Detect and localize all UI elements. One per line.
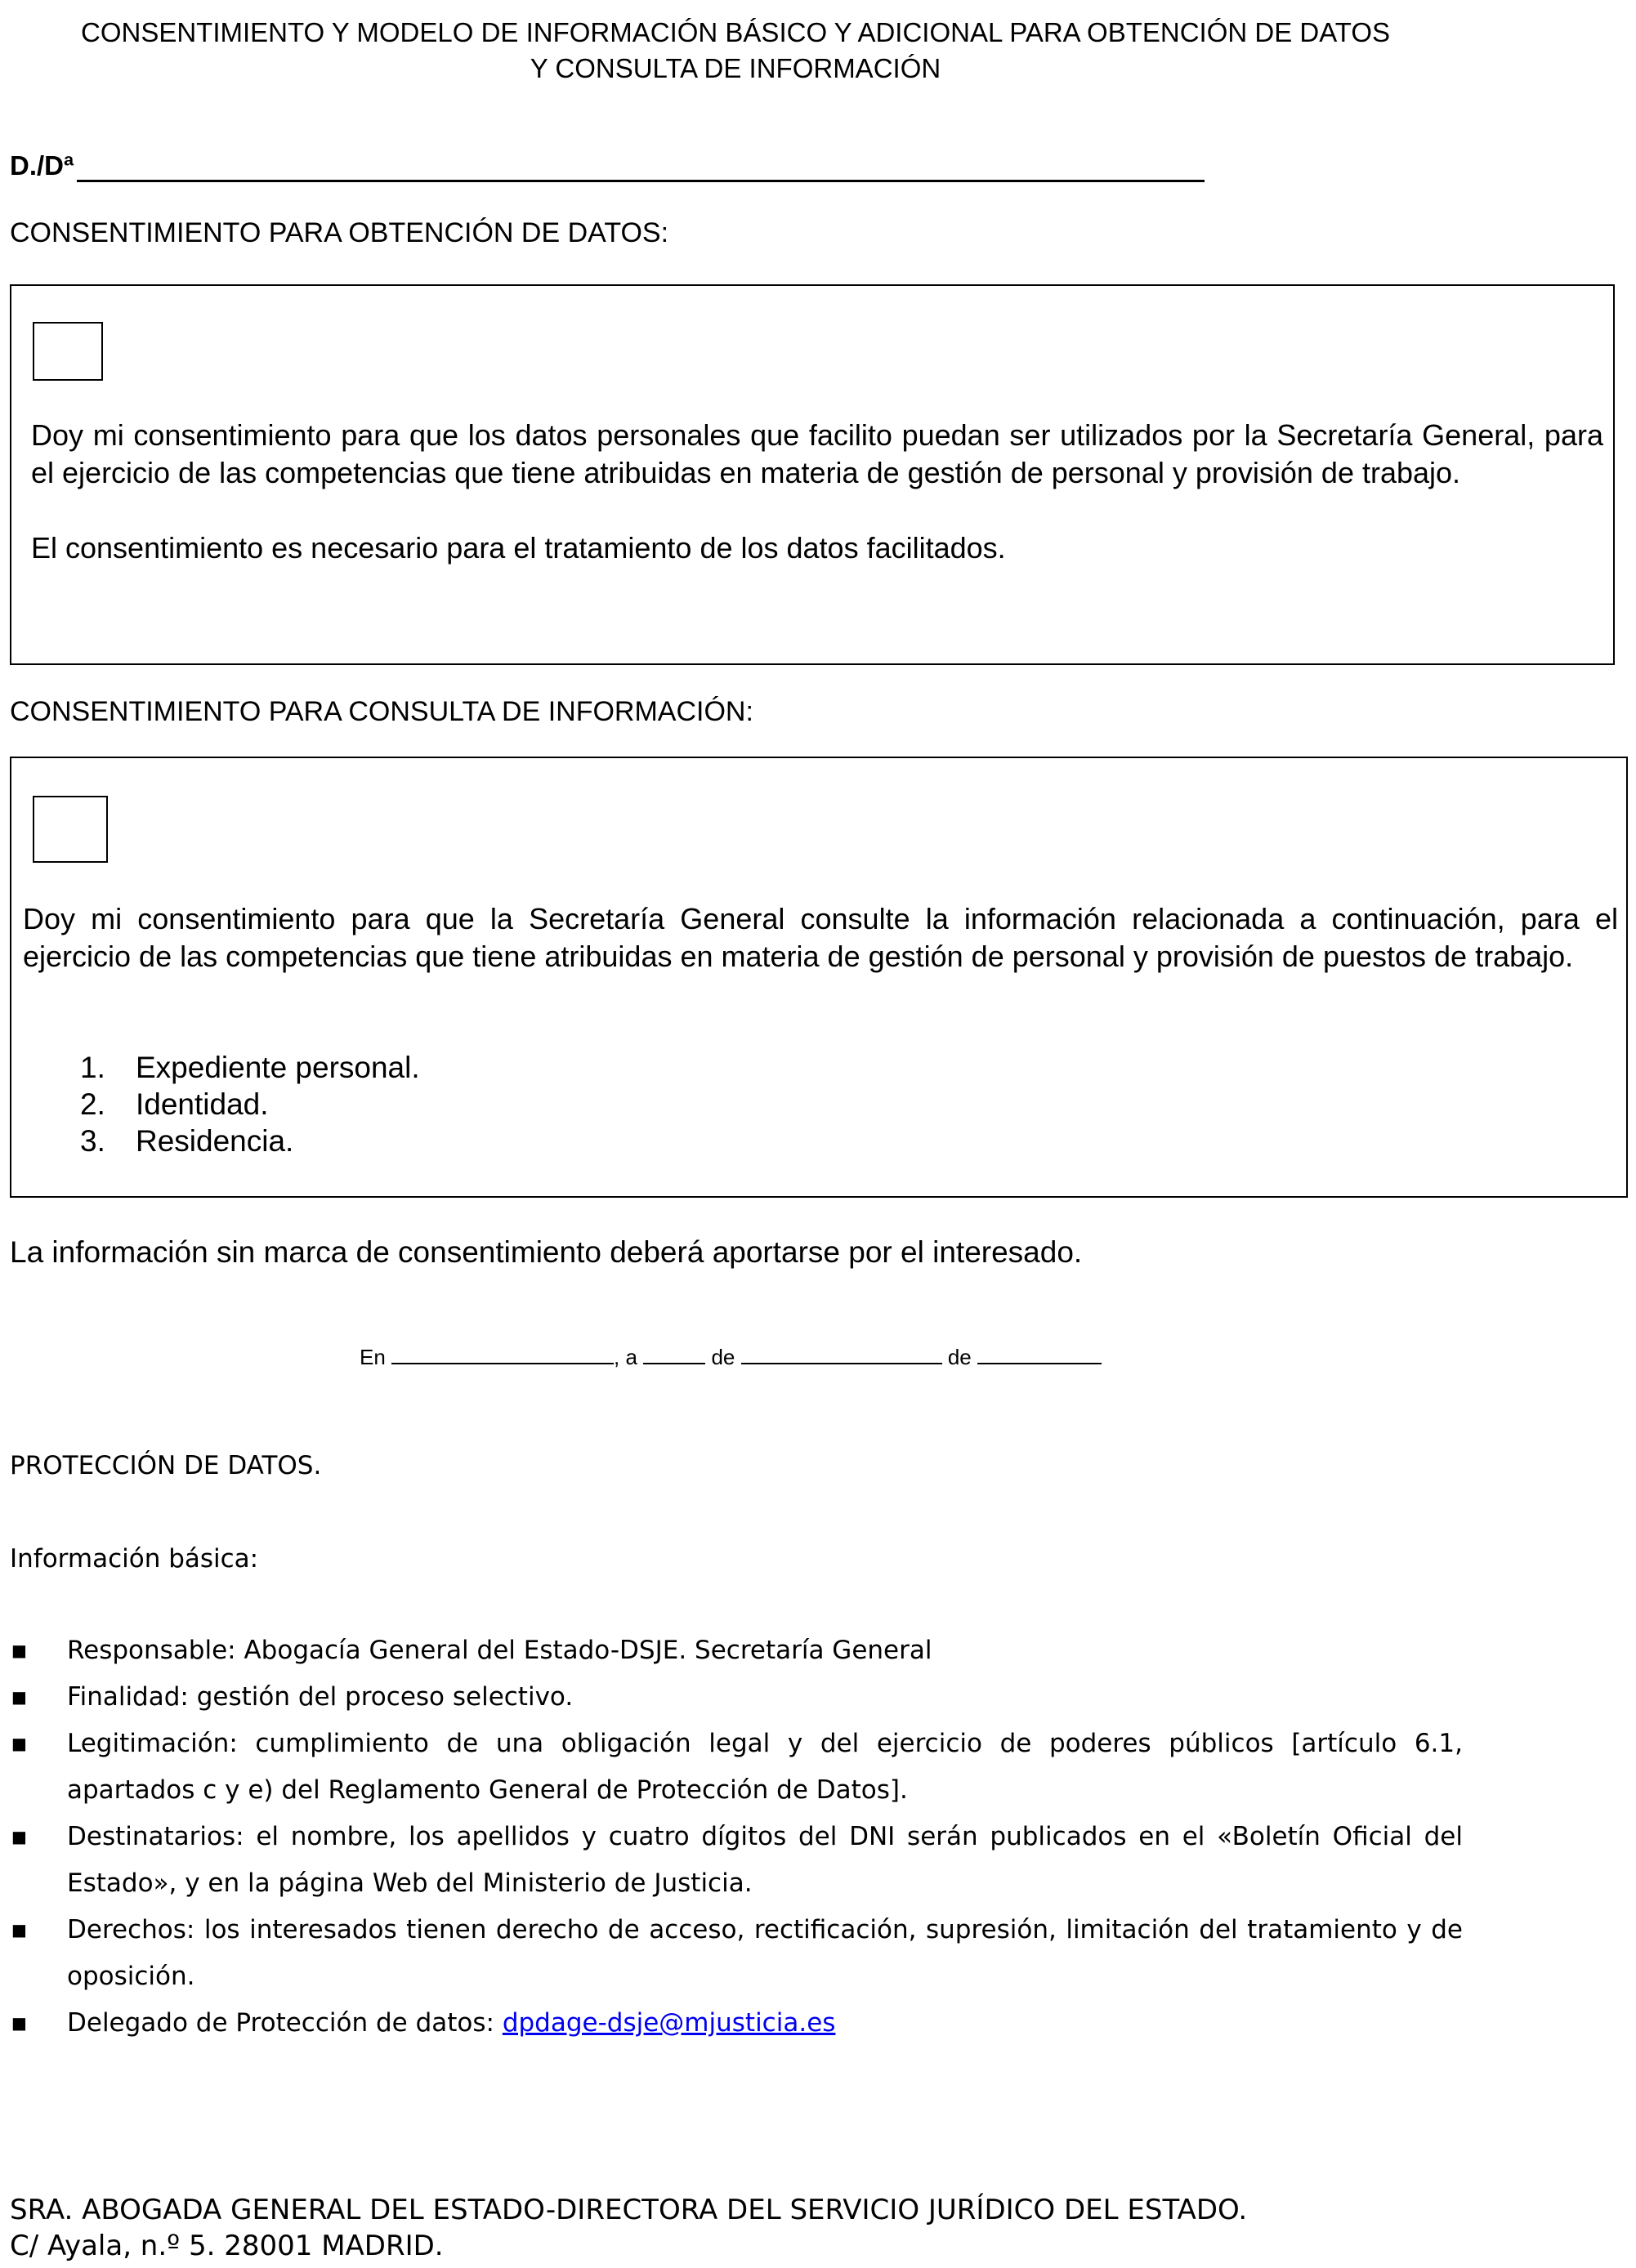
month-blank[interactable] [741,1345,942,1364]
bullet-icon: ■ [11,1641,27,1660]
bullet-icon: ■ [11,1920,27,1940]
year-blank[interactable] [977,1345,1102,1364]
list-item: 1. Expediente personal. [80,1051,420,1084]
consent-info-text: Doy mi consentimiento para que la Secretaría General consulte la información relacionada a continuación, para el ejercicio de las competencias que tiene atribuidas en materia de gestión de personal y provisión de puestos de trabajo. [23,902,1618,973]
place-date-line [360,1345,1102,1370]
list-item: ■ Derechos: los interesados tienen derecho de acceso, rectificación, supresión, limitación del tratamiento y de oposición. [10,1907,1463,2000]
consent-info-box [10,757,1628,1198]
missing-consent-note: La información sin marca de consentimiento deberá aportarse por el interesado. [10,1235,1083,1269]
consent-data-text: Doy mi consentimiento para que los datos personales que facilito puedan ser utilizados por la Secretaría General, para el ejercicio de las competencias que tiene atribuidas en materia de gestión de personal y provisión de trabajo. [31,418,1603,489]
consent-info-heading: CONSENTIMIENTO PARA CONSULTA DE INFORMACIÓN: [10,696,753,727]
consent-data-heading: CONSENTIMIENTO PARA OBTENCIÓN DE DATOS: [10,217,669,248]
bullet-icon: ■ [11,2013,27,2033]
list-item: ■ Finalidad: gestión del proceso selectivo. [10,1674,1463,1721]
list-item: 3. Residencia. [80,1124,294,1158]
list-item: ■ Legitimación: cumplimiento de una obligación legal y del ejercicio de poderes públicos [artículo 6.1, apartados c y e) del Reglamento General de Protección de Datos]. [10,1721,1463,1814]
footer-addressee: SRA. ABOGADA GENERAL DEL ESTADO-DIRECTORA DEL SERVICIO JURÍDICO DEL ESTADO. [10,2194,1248,2226]
bullet-icon: ■ [11,1687,27,1707]
name-field-label: D./Dª [10,150,74,181]
consent-data-box [10,284,1615,665]
name-input-line[interactable] [77,180,1205,182]
basic-info-subheading: Información básica: [10,1544,259,1574]
date-en-label: En [360,1345,386,1369]
document-title-line-2: Y CONSULTA DE INFORMACIÓN [530,53,941,83]
list-item: 2. Identidad. [80,1087,269,1121]
data-protection-heading: PROTECCIÓN DE DATOS. [10,1451,322,1480]
list-item [10,2000,1463,2047]
consulted-info-list [80,1049,420,1159]
dpo-email-link[interactable]: dpdage-dsje@mjusticia.es [502,2008,836,2038]
day-blank[interactable] [643,1345,705,1364]
consent-info-checkbox[interactable] [33,796,108,863]
footer-address: C/ Ayala, n.º 5. 28001 MADRID. [10,2230,444,2262]
date-de-label-2: de [947,1345,972,1369]
consent-data-text-2: El consentimiento es necesario para el tratamiento de los datos facilitados. [31,531,1006,565]
date-a-label: , a [614,1345,637,1369]
list-item: ■ Responsable: Abogacía General del Estado-DSJE. Secretaría General [10,1627,1463,1674]
bullet-icon: ■ [11,1827,27,1846]
place-blank[interactable] [391,1345,614,1364]
document-title-line-1: CONSENTIMIENTO Y MODELO DE INFORMACIÓN BÁSICO Y ADICIONAL PARA OBTENCIÓN DE DATOS [80,17,1391,47]
dpo-label: Delegado de Protección de datos: [67,2008,503,2038]
date-de-label-1: de [711,1345,735,1369]
data-protection-list [10,1627,1463,2047]
bullet-icon: ■ [11,1734,27,1753]
consent-data-checkbox[interactable] [33,322,103,381]
list-item: ■ Destinatarios: el nombre, los apellidos y cuatro dígitos del DNI serán publicados en el «Boletín Oficial del Estado», y en la página Web del Ministerio de Justicia. [10,1814,1463,1907]
